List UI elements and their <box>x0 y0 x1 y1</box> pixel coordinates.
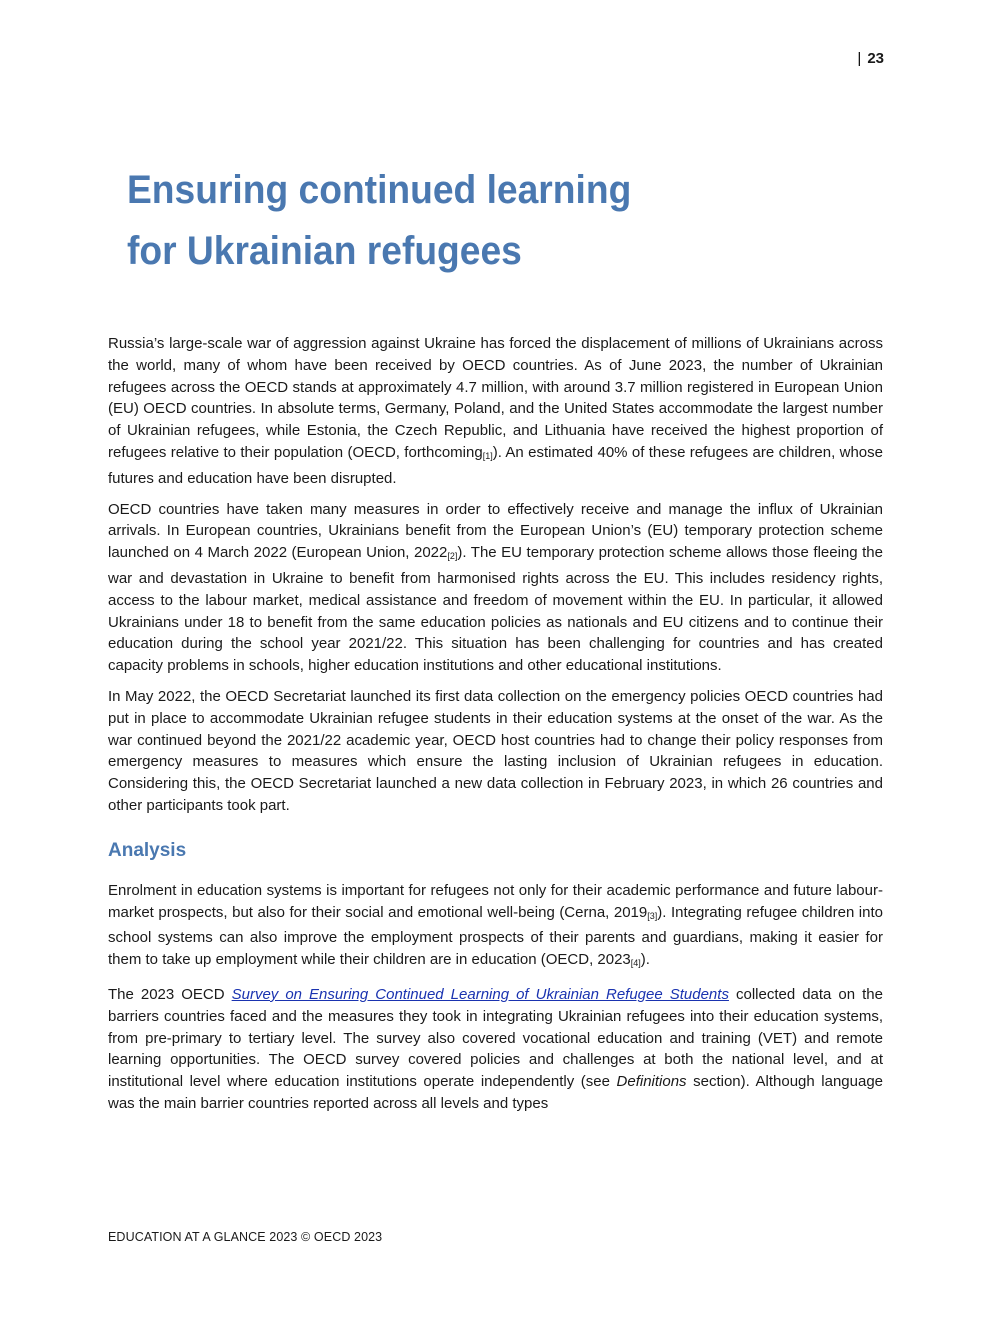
text-span: ). Integrating refugee children into school systems can also improve the employment prospects of their parents and guardians, making it easier for them to take up employment while their children are in education (OECD, 2023 <box>108 903 883 969</box>
analysis-paragraph-2 <box>108 984 883 1115</box>
page-title-line-2: for Ukrainian refugees <box>127 229 522 273</box>
main-content <box>108 333 883 1124</box>
text-span: section). Although language was the main barrier countries reported across all levels and types <box>108 1073 884 1112</box>
text-span: collected data on the barriers countries faced and the measures they took in integrating Ukrainian refugees into their education systems, from pre-primary to tertiary level. The survey also covered vocational education and training (VET) and remote learning opportunities. The OECD survey covered policies and challenges at both the national level, and at institutional level where education institutions operate independently (see <box>108 985 883 1091</box>
reference-4[interactable]: [4] <box>630 958 641 969</box>
text-span: ). <box>640 951 650 969</box>
text-span: Russia’s large-scale war of aggression against Ukraine has forced the displacement of millions of Ukrainians across the world, many of whom have been received by OECD countries. As of June 2023, the number of Ukrainian refugees across the OECD stands at approximately 4.7 million, with around 3.7 million registered in European Union (EU) OECD countries. In absolute terms, Germany, Poland, and the United States accommodate the largest number of Ukrainian refugees, while Estonia, the Czech Republic, and Lithuania have received the highest proportion of refugees relative to their population (OECD, forthcoming <box>108 335 883 461</box>
intro-paragraph-2 <box>108 499 883 677</box>
analysis-paragraph-1 <box>108 880 883 975</box>
definitions-emphasis: Definitions <box>616 1073 687 1091</box>
analysis-heading: Analysis <box>108 839 187 861</box>
text-span: ). The EU temporary protection scheme allows those fleeing the war and devastation in Ukraine to benefit from harmonised rights across the EU. This includes residency rights, access to the labour market, medical assistance and freedom of movement within the EU. In particular, it allowed Ukrainians under 18 to benefit from the same education policies as nationals and EU citizens and to continue their education during the school year 2021/22. This situation has been challenging for countries and has created capacity problems in schools, higher education institutions and other educational institutions. <box>108 544 883 675</box>
survey-link[interactable]: Survey on Ensuring Continued Learning of Ukrainian Refugee Students <box>231 985 729 1003</box>
intro-paragraph-1 <box>108 333 883 490</box>
text-span: ). An estimated 40% of these refugees are children, whose futures and education have been disrupted. <box>108 443 883 487</box>
page-title-line-1: Ensuring continued learning <box>127 168 632 212</box>
page-footer: EDUCATION AT A GLANCE 2023 © OECD 2023 <box>108 1230 383 1244</box>
reference-1[interactable]: [1] <box>482 450 493 461</box>
intro-paragraph-3: In May 2022, the OECD Secretariat launched its first data collection on the emergency policies OECD countries had put in place to accommodate Ukrainian refugee students in their education systems at the onset of the war. As the war continued beyond the 2021/22 academic year, OECD host countries had to change their policy responses from emergency measures to measures which ensure the lasting inclusion of Ukrainian refugees in education. Considering this, the OECD Secretariat launched a new data collection in February 2023, in which 26 countries and other participants took part. <box>108 687 883 814</box>
text-span: OECD countries have taken many measures in order to effectively receive and manage the influx of Ukrainian arrivals. In European countries, Ukrainians benefit from the European Union’s (EU) temporary protection scheme launched on 4 March 2022 (European Union, 2022 <box>108 500 883 562</box>
reference-3[interactable]: [3] <box>647 910 658 921</box>
page-number <box>857 50 884 67</box>
page-title <box>127 160 685 282</box>
page-separator: | <box>857 50 862 67</box>
reference-2[interactable]: [2] <box>447 551 458 562</box>
text-span: The 2023 OECD <box>108 985 232 1003</box>
page-number-value: 23 <box>867 50 884 67</box>
text-span: Enrolment in education systems is important for refugees not only for their academic performance and future labour-market prospects, but also for their social and emotional well-being (Cerna, 2019 <box>108 881 883 921</box>
